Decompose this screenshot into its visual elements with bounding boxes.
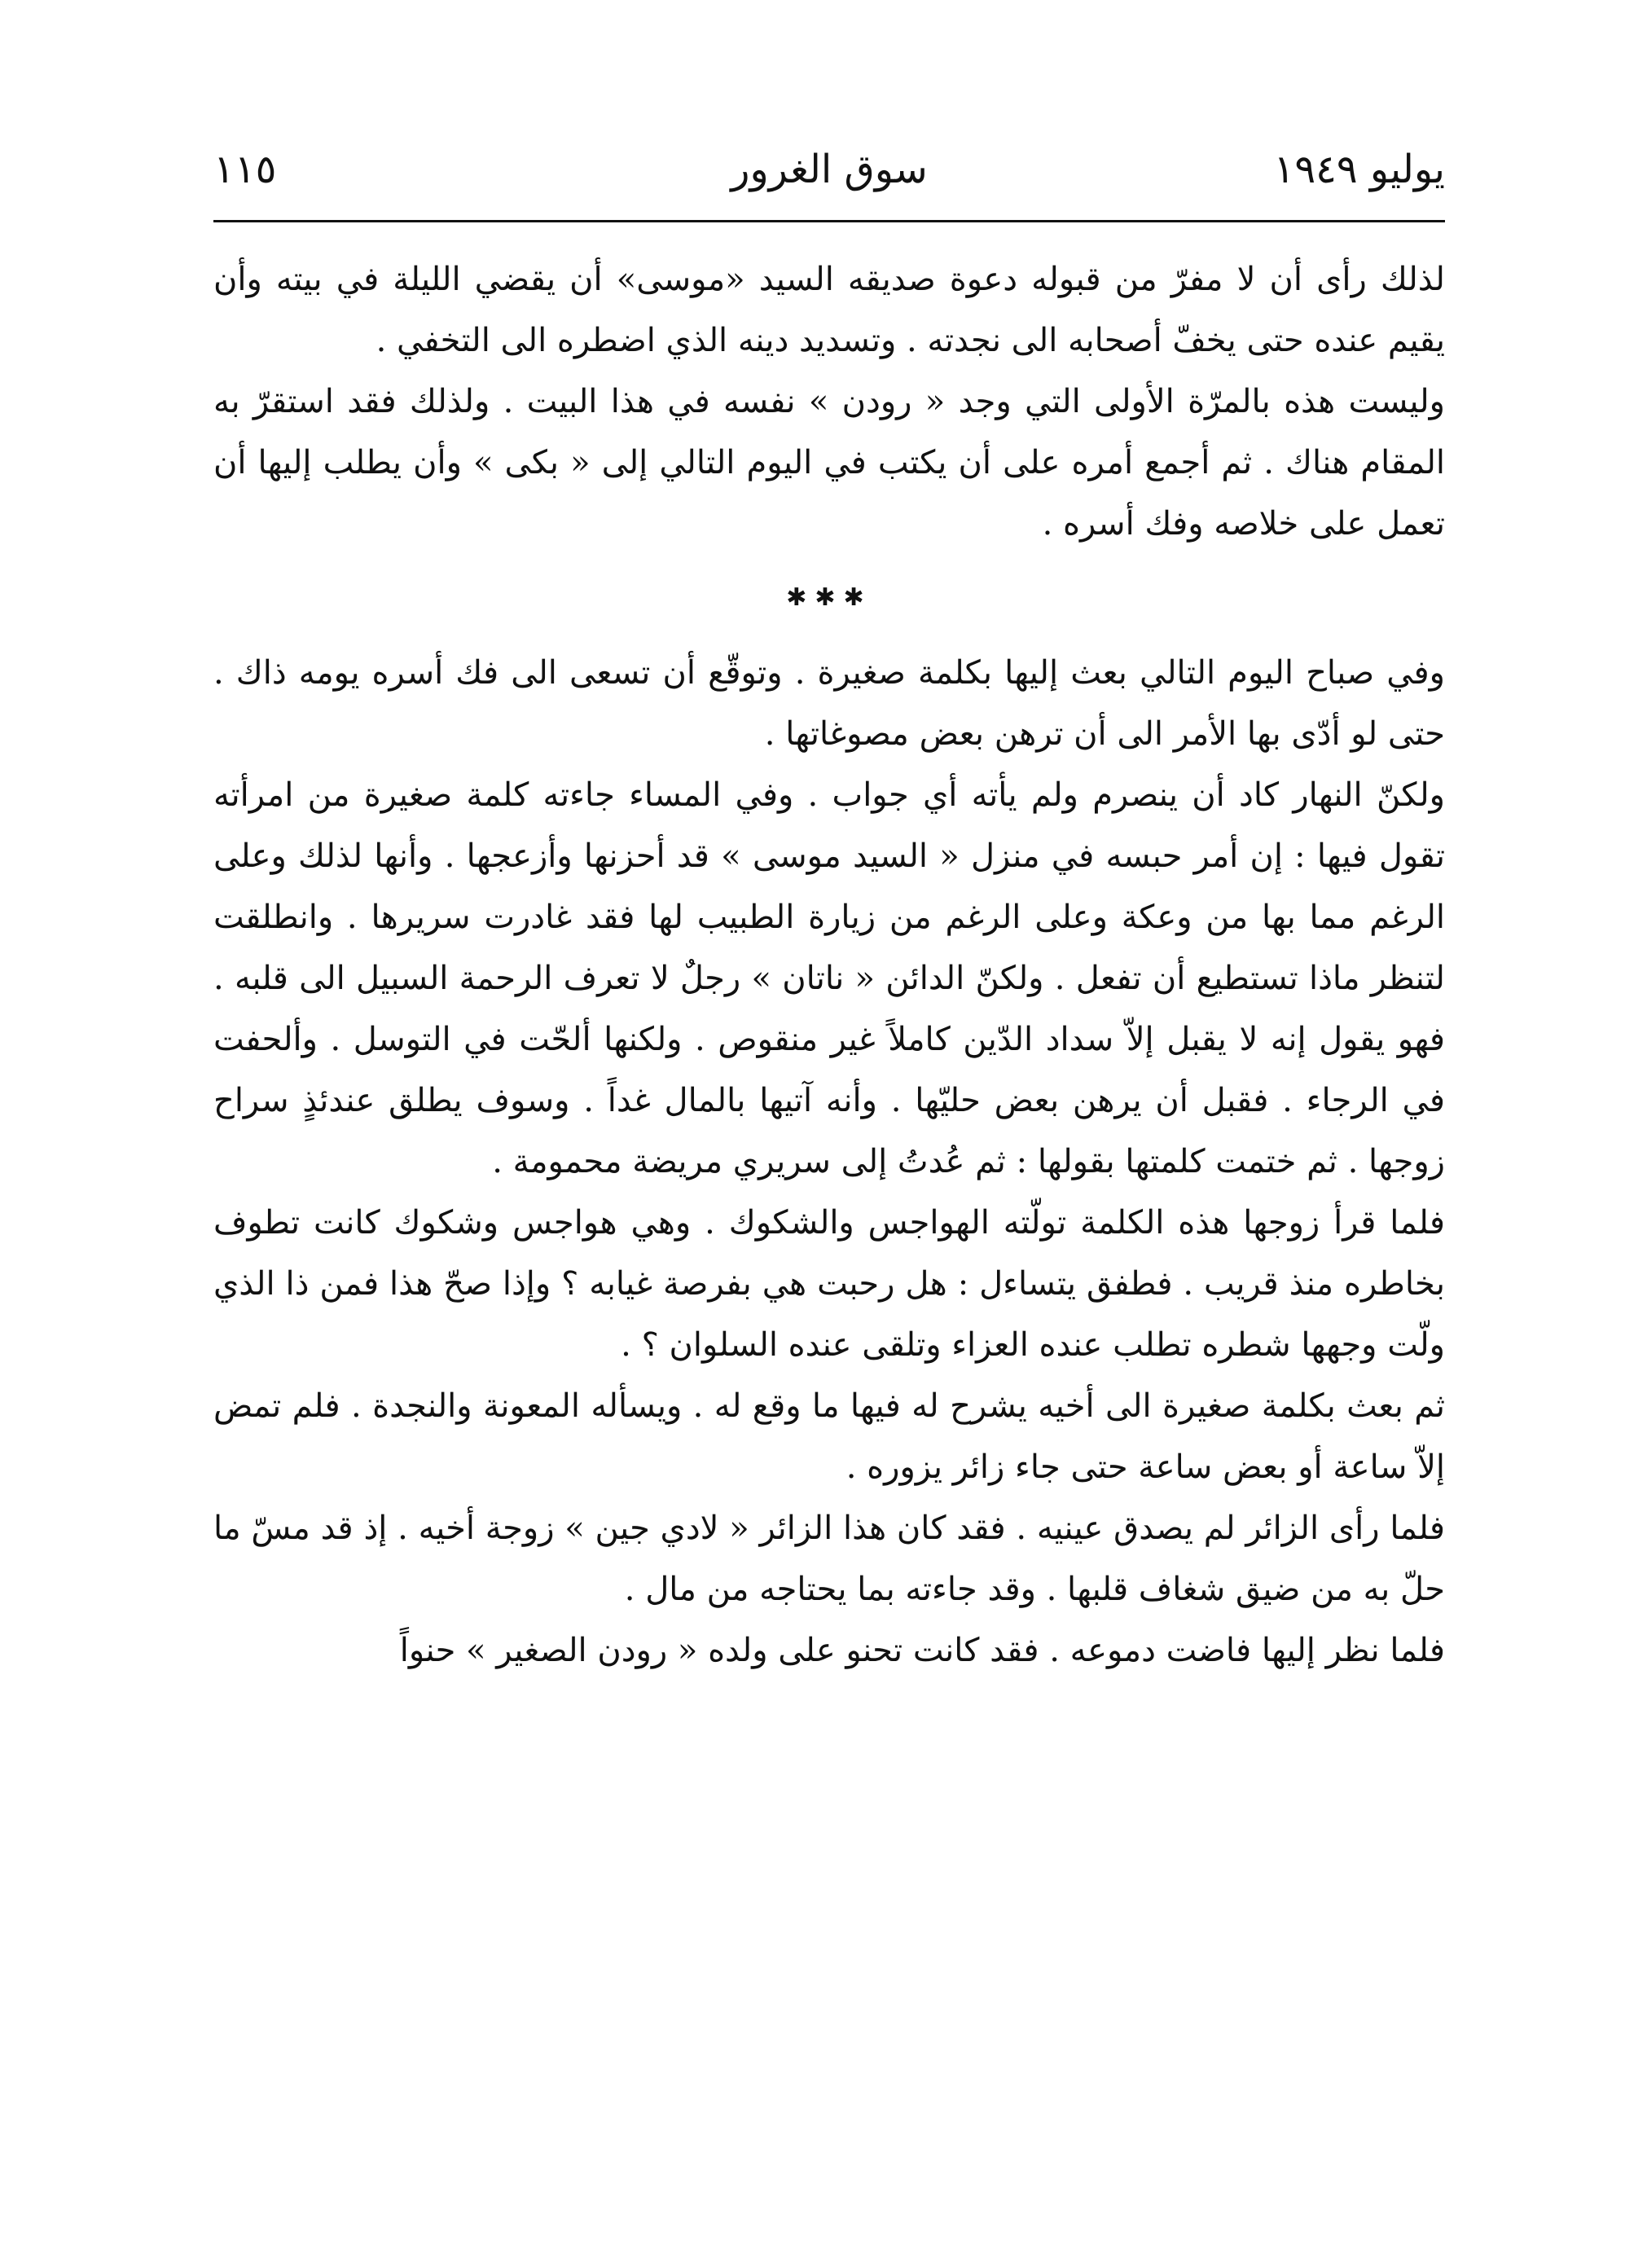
paragraph: لذلك رأى أن لا مفرّ من قبوله دعوة صديقه السيد «موسى» أن يقضي الليلة في بيته وأن يقيم عنده حتى يخفّ أصحابه الى نجدته . وتسديد دينه الذي اضطره الى التخفي . <box>213 261 1445 359</box>
header-rule <box>213 220 1445 222</box>
body-text <box>213 249 1445 1681</box>
section-separator: ✱✱✱ <box>786 583 872 612</box>
header-date: يوليو ١٩٤٩ <box>1273 147 1445 192</box>
header-title: سوق الغرور <box>731 147 928 192</box>
paragraph: وفي صباح اليوم التالي بعث إليها بكلمة صغيرة . وتوقّع أن تسعى الى فك أسره يومه ذاك . حتى لو أدّى بها الأمر الى أن ترهن بعض مصوغاتها . <box>213 654 1445 753</box>
page-number: ١١٥ <box>213 147 277 192</box>
paragraph: ثم بعث بكلمة صغيرة الى أخيه يشرح له فيها ما وقع له . ويسأله المعونة والنجدة . فلم تمض إلاّ ساعة أو بعض ساعة حتى جاء زائر يزوره . <box>213 1387 1445 1486</box>
running-header <box>213 137 1445 202</box>
paragraph: فلما قرأ زوجها هذه الكلمة تولّته الهواجس والشكوك . وهي هواجس وشكوك كانت تطوف بخاطره منذ قريب . فطفق يتساءل : هل رحبت هي بفرصة غيابه ؟ وإذا صحّ هذا فمن ذا الذي ولّت وجهها شطره تطلب عنده العزاء وتلقى عنده السلوان ؟ . <box>213 1204 1445 1364</box>
paragraph: ولكنّ النهار كاد أن ينصرم ولم يأته أي جواب . وفي المساء جاءته كلمة صغيرة من امرأته تقول فيها : إن أمر حبسه في منزل « السيد موسى » قد أحزنها وأزعجها . وأنها لذلك وعلى الرغم مما بها من وعكة وعلى الرغم من زيارة الطبيب لها فقد غادرت سريرها . وانطلقت لتنظر ماذا تستطيع أن تفعل . ولكنّ الدائن « ناتان » رجلٌ لا تعرف الرحمة السبيل الى قلبه . فهو يقول إنه لا يقبل إلاّ سداد الدّين كاملاً غير منقوص . ولكنها ألحّت في التوسل . وألحفت في الرجاء . فقبل أن يرهن بعض حليّها . وأنه آتيها بالمال غداً . وسوف يطلق عندئذٍ سراح زوجها . ثم ختمت كلمتها بقولها : ثم عُدتُ إلى سريري مريضة محمومة . <box>213 776 1445 1180</box>
paragraph: وليست هذه بالمرّة الأولى التي وجد « رودن » نفسه في هذا البيت . ولذلك فقد استقرّ به المقام هناك . ثم أجمع أمره على أن يكتب في اليوم التالي إلى « بكى » وأن يطلب إليها أن تعمل على خلاصه وفك أسره . <box>213 383 1446 543</box>
paragraph: فلما نظر إليها فاضت دموعه . فقد كانت تحنو على ولده « رودن الصغير » حنواً <box>399 1632 1445 1669</box>
paragraph: فلما رأى الزائر لم يصدق عينيه . فقد كان هذا الزائر « لادي جين » زوجة أخيه . إذ قد مسّ ما حلّ به من ضيق شغاف قلبها . وقد جاءته بما يحتاجه من مال . <box>213 1510 1445 1608</box>
